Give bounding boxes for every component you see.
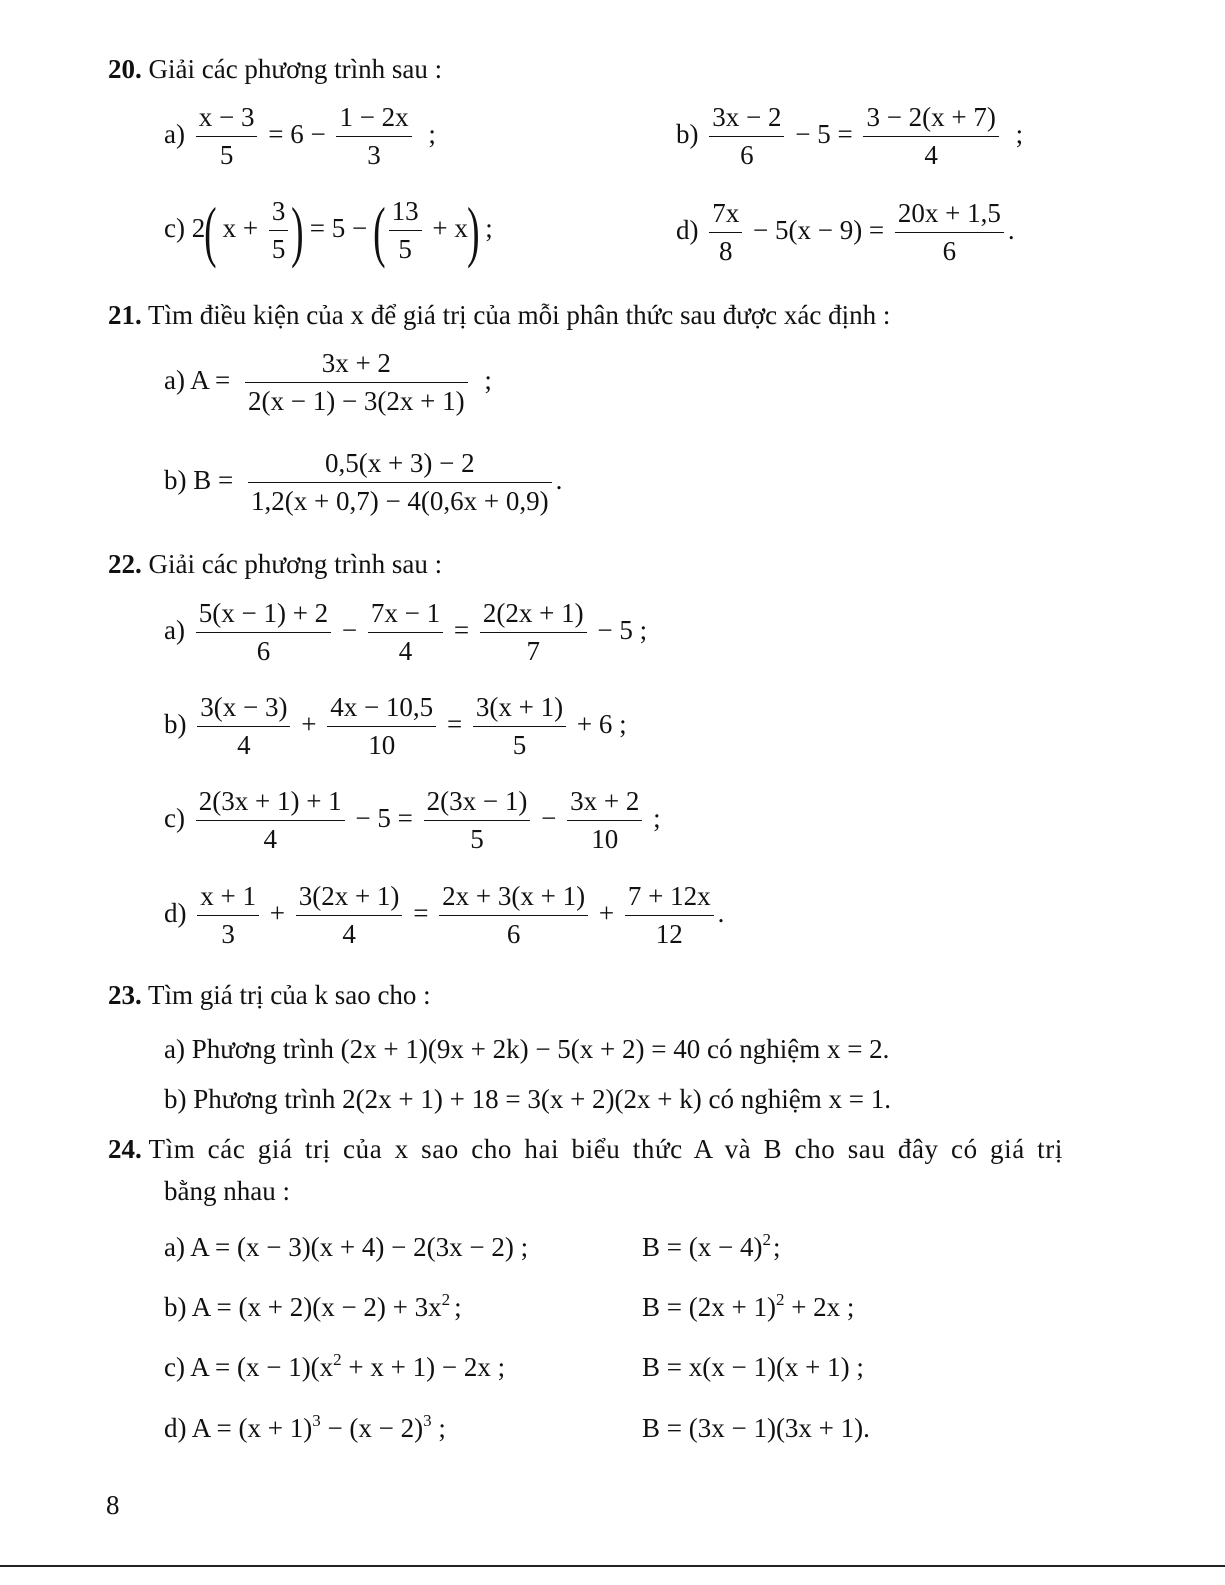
fraction: $\frac{3x + 2}{10}$ [567,786,642,855]
left-paren: ( [204,192,217,269]
fraction: $\frac{1 - 2x}{3}$ [336,102,411,171]
problem-24b-A: b) $A = (x + 2)(x - 2) + 3x^2$ ; [164,1290,462,1322]
problem-21a: a) A = $\frac{3x + 2}{2(x - 1) - 3(2x + 1)}$ ; [164,348,492,417]
fraction: $\frac{7 + 12x}{12}$ [625,881,714,950]
fraction: $\frac{7x}{8}$ [709,198,742,267]
problem-20d: d) $\frac{7x}{8}$ − 5(x − 9) = $\frac{20x + 1,5}{6}$ . [676,198,1015,267]
fraction: $\frac{7x - 1}{4}$ [368,598,443,667]
problem-20c: c) 2( x + $\frac{3}{5}$ ) = 5 − ( $\frac{13}{5}$ + x) ; [164,192,493,269]
fraction: $\frac{2x + 3(x + 1)}{6}$ [439,881,588,950]
problem-24d-B: B = (3x − 1)(3x + 1). [642,1413,870,1443]
problem-24c-A: c) $A = (x - 1)(x^2 + x + 1) - 2x$ ; [164,1350,506,1382]
problem-21-heading: 21. Tìm điều kiện của x để giá trị của mỗi phân thức sau được xác định : [108,300,891,330]
problem-20b: b) $\frac{3x - 2}{6}$ − 5 = $\frac{3 - 2(x + 7)}{4}$ ; [676,102,1024,171]
fraction: $\frac{3(x + 1)}{5}$ [473,692,566,761]
right-paren: ) [466,192,480,269]
problem-23b: b) Phương trình 2(2x + 1) + 18 = 3(x + 2)(2x + k) có nghiệm x = 1. [164,1084,891,1114]
fraction: $\frac{x + 1}{3}$ [197,881,259,950]
problem-24-heading: 24. Tìm các giá trị của x sao cho hai biểu thức A và B cho sau đây có giá trị [108,1134,1063,1164]
fraction: $\frac{2(3x - 1)}{5}$ [424,786,531,855]
problem-22c: c) $\frac{2(3x + 1) + 1}{4}$ − 5 = $\frac{2(3x - 1)}{5}$ − $\frac{3x + 2}{10}$ ; [164,786,661,855]
fraction: $\frac{0,5(x + 3) - 2}{1,2(x + 0,7) - 4(0,6x + 0,9)}$ [248,448,552,517]
problem-23-heading: 23. Tìm giá trị của k sao cho : [108,980,431,1010]
fraction: $\frac{3 - 2(x + 7)}{4}$ [863,102,998,171]
fraction: $\frac{3x + 2}{2(x - 1) - 3(2x + 1)}$ [245,348,468,417]
fraction: $\frac{3(2x + 1)}{4}$ [296,881,403,950]
fraction: $\frac{3}{5}$ [269,196,289,265]
fraction: $\frac{3(x - 3)}{4}$ [197,692,290,761]
footer-rule [0,1565,1225,1567]
right-paren: ) [291,192,304,269]
fraction: $\frac{3x - 2}{6}$ [709,102,784,171]
problem-24b-B: $B = (2x + 1)^2 + 2x$ ; [642,1290,855,1322]
fraction: $\frac{2(3x + 1) + 1}{4}$ [196,786,345,855]
fraction: $\frac{5(x - 1) + 2}{6}$ [196,598,331,667]
problem-22b: b) $\frac{3(x - 3)}{4}$ + $\frac{4x - 10,5}{10}$ = $\frac{3(x + 1)}{5}$ + 6 ; [164,692,627,761]
problem-24c-B: B = x(x − 1)(x + 1) ; [642,1352,864,1382]
problem-24d-A: d) $A = (x + 1)^3 - (x - 2)^3$ ; [164,1411,446,1443]
page-number: 8 [106,1490,120,1520]
problem-24a-A: a) A = (x − 3)(x + 4) − 2(3x − 2) ; [164,1232,529,1262]
problem-24a-B: $B = (x - 4)^2$; [642,1230,781,1262]
problem-23a: a) Phương trình (2x + 1)(9x + 2k) − 5(x + 2) = 40 có nghiệm x = 2. [164,1034,890,1064]
problem-20a: a) $\frac{x - 3}{5}$ = 6 − $\frac{1 - 2x}{3}$ ; [164,102,436,171]
problem-22-heading: 22. Giải các phương trình sau : [108,549,443,579]
problem-21b: b) B = $\frac{0,5(x + 3) - 2}{1,2(x + 0,7) - 4(0,6x + 0,9)}$ . [164,448,563,517]
fraction: $\frac{x - 3}{5}$ [196,102,258,171]
fraction: $\frac{20x + 1,5}{6}$ [895,198,1004,267]
fraction: $\frac{13}{5}$ [389,196,422,265]
problem-22a: a) $\frac{5(x - 1) + 2}{6}$ − $\frac{7x - 1}{4}$ = $\frac{2(2x + 1)}{7}$ − 5 ; [164,598,648,667]
problem-20-heading: 20. Giải các phương trình sau : [108,54,443,84]
problem-24-heading-cont: bằng nhau : [164,1176,290,1206]
fraction: $\frac{4x - 10,5}{10}$ [327,692,436,761]
problem-22d: d) $\frac{x + 1}{3}$ + $\frac{3(2x + 1)}{4}$ = $\frac{2x + 3(x + 1)}{6}$ + $\frac{7 + 12x}{12}$ . [164,881,725,950]
left-paren: ( [373,192,386,269]
fraction: $\frac{2(2x + 1)}{7}$ [480,598,587,667]
